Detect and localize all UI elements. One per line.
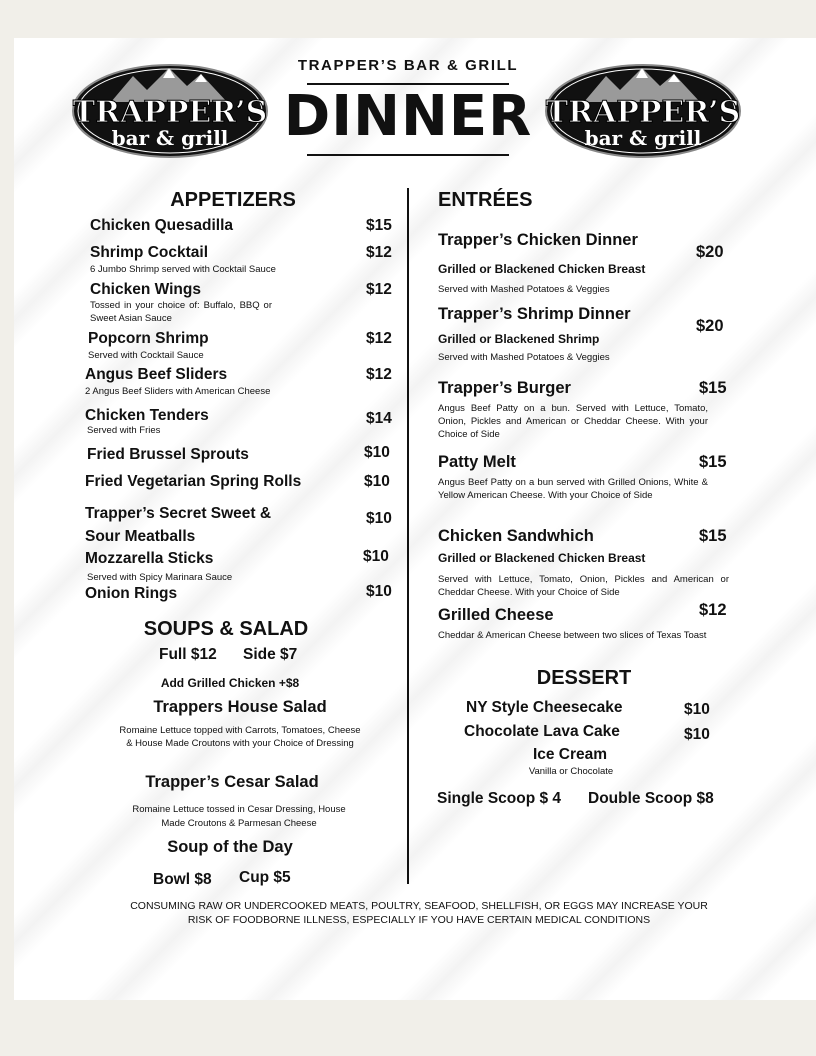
- menu-item-price: $10: [364, 444, 390, 461]
- menu-item-price: $15: [699, 527, 727, 545]
- menu-item-name: Grilled Cheese: [438, 606, 554, 624]
- menu-item-price: $10: [364, 473, 390, 490]
- menu-item-sub: Grilled or Blackened Chicken Breast: [438, 551, 646, 565]
- menu-item-name: Fried Brussel Sprouts: [87, 446, 249, 463]
- dessert-item-name: NY Style Cheesecake: [466, 699, 623, 716]
- entrees-heading: ENTRÉES: [438, 189, 533, 211]
- appetizers-heading: APPETIZERS: [170, 189, 296, 211]
- menu-item-price: $12: [366, 244, 392, 261]
- menu-item-name: Chicken Tenders: [85, 407, 209, 424]
- menu-item-sub: Grilled or Blackened Shrimp: [438, 332, 600, 346]
- soup-bowl-price: Bowl $8: [153, 871, 212, 888]
- house-salad-desc: Romaine Lettuce topped with Carrots, Tomatoes, Cheese & House Made Croutons with your Choice of Dressing: [119, 725, 361, 749]
- menu-item-price: $15: [366, 217, 392, 234]
- soup-cup-price: Cup $5: [239, 869, 291, 886]
- menu-item-price: $12: [699, 601, 727, 619]
- menu-item-name: Trapper’s Shrimp Dinner: [438, 305, 631, 323]
- logo-left: [71, 62, 269, 160]
- menu-item-name: Patty Melt: [438, 453, 516, 471]
- dessert-item-price: $10: [684, 701, 710, 718]
- menu-item-desc: Tossed in your choice of: Buffalo, BBQ or Sweet Asian Sauce: [90, 300, 272, 324]
- menu-item-desc: Cheddar & American Cheese between two slices of Texas Toast: [438, 630, 707, 641]
- menu-item-desc: Served with Mashed Potatoes & Veggies: [438, 352, 610, 363]
- menu-item-desc: 2 Angus Beef Sliders with American Cheese: [85, 386, 271, 397]
- menu-item-desc: Angus Beef Patty on a bun. Served with Lettuce, Tomato, Onion, Pickles and American or Cheddar Cheese. With your Choice of Side: [438, 403, 708, 440]
- menu-item-price: $12: [366, 330, 392, 347]
- menu-item-desc: Served with Spicy Marinara Sauce: [87, 572, 233, 583]
- menu-item-price: $12: [366, 366, 392, 383]
- logo-right: [544, 62, 742, 160]
- menu-item-price: $10: [366, 583, 392, 600]
- menu-item-price: $10: [366, 510, 392, 527]
- menu-item-name: Trapper’s Chicken Dinner: [438, 231, 638, 249]
- svg-text:bar & grill: bar & grill: [111, 126, 229, 150]
- menu-item-desc: 6 Jumbo Shrimp served with Cocktail Sauce: [90, 264, 276, 275]
- menu-item-name: Popcorn Shrimp: [88, 330, 209, 347]
- menu-item-name: Chicken Sandwhich: [438, 527, 594, 545]
- menu-item-price: $20: [696, 317, 724, 335]
- column-divider: [407, 188, 409, 884]
- menu-item-name: Chicken Wings: [90, 281, 201, 298]
- menu-item-desc: Served with Lettuce, Tomato, Onion, Pickles and American or Cheddar Cheese. With your Choice of Side: [438, 574, 729, 598]
- house-salad-name: Trappers House Salad: [153, 698, 327, 716]
- menu-item-name: Mozzarella Sticks: [85, 550, 214, 567]
- food-safety-disclaimer: CONSUMING RAW OR UNDERCOOKED MEATS, POULTRY, SEAFOOD, SHELLFISH, OR EGGS MAY INCREASE YOUR RISK OF FOODBORNE ILLNESS, ESPECIALLY IF YOU HAVE CERTAIN MEDICAL CONDITIONS: [130, 900, 708, 926]
- dessert-item-name: Chocolate Lava Cake: [464, 723, 620, 740]
- restaurant-name: TRAPPER’S BAR & GRILL: [297, 57, 519, 74]
- menu-item-price: $15: [699, 453, 727, 471]
- soup-side-price: Side $7: [243, 646, 298, 663]
- menu-item-name: Chicken Quesadilla: [90, 217, 233, 234]
- add-chicken: Add Grilled Chicken +$8: [160, 676, 300, 690]
- menu-item-price: $12: [366, 281, 392, 298]
- menu-item-desc: Served with Fries: [87, 425, 161, 436]
- menu-item-name: Onion Rings: [85, 585, 178, 602]
- menu-item-price: $15: [699, 379, 727, 397]
- menu-item-price: $10: [363, 548, 389, 565]
- soups-heading: SOUPS & SALAD: [143, 618, 309, 640]
- menu-item-sub: Grilled or Blackened Chicken Breast: [438, 262, 646, 276]
- soup-of-day: Soup of the Day: [167, 838, 293, 856]
- ice-cream-name: Ice Cream: [532, 746, 608, 763]
- single-scoop-price: Single Scoop $ 4: [437, 790, 562, 807]
- menu-item-desc: Angus Beef Patty on a bun served with Grilled Onions, White & Yellow American Cheese. With your Choice of Side: [438, 477, 708, 501]
- menu-item-name: Trapper’s Burger: [438, 379, 571, 397]
- cesar-salad-desc: Romaine Lettuce tossed in Cesar Dressing, House Made Croutons & Parmesan Cheese: [132, 804, 346, 829]
- menu-item-price: $14: [366, 410, 392, 427]
- dessert-heading: DESSERT: [536, 667, 632, 689]
- svg-text:TRAPPER’S: TRAPPER’S: [72, 95, 268, 130]
- header-rule-bottom: [307, 154, 509, 156]
- svg-text:bar & grill: bar & grill: [584, 126, 702, 150]
- menu-item-desc: Served with Mashed Potatoes & Veggies: [438, 284, 610, 295]
- soup-full-price: Full $12: [159, 646, 217, 663]
- page-title: DINNER: [283, 84, 533, 149]
- menu-item-name: Shrimp Cocktail: [90, 244, 208, 261]
- svg-text:TRAPPER’S: TRAPPER’S: [545, 95, 741, 130]
- double-scoop-price: Double Scoop $8: [588, 790, 714, 807]
- menu-item-name: Angus Beef Sliders: [85, 366, 228, 383]
- cesar-salad-name: Trapper’s Cesar Salad: [145, 773, 319, 791]
- menu-page: [14, 38, 816, 1000]
- menu-item-name: Fried Vegetarian Spring Rolls: [85, 473, 302, 490]
- menu-item-price: $20: [696, 243, 724, 261]
- menu-item-name: Trapper’s Secret Sweet & Sour Meatballs: [85, 505, 272, 545]
- dessert-item-price: $10: [684, 726, 710, 743]
- menu-item-desc: Served with Cocktail Sauce: [88, 350, 204, 361]
- ice-cream-desc: Vanilla or Chocolate: [528, 766, 614, 777]
